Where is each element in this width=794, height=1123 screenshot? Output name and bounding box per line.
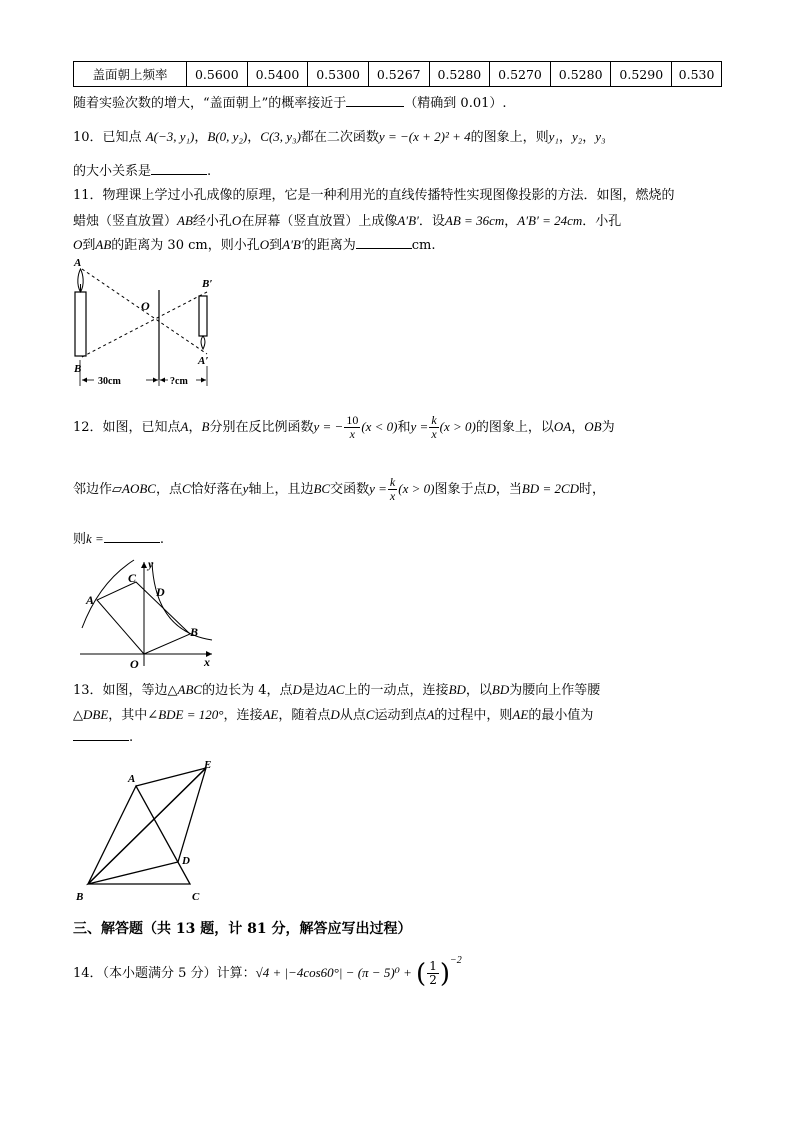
label-D: D (182, 855, 190, 867)
question-13-line3: . (73, 728, 133, 745)
table-cell: 0.5290 (611, 62, 672, 87)
label-B: B (74, 363, 82, 375)
label-A: A (86, 593, 95, 607)
label-y: y (148, 557, 154, 571)
table-cell: 0.5400 (247, 62, 308, 87)
image-candle (199, 296, 207, 336)
question-13-line2: △DBE，其中∠BDE = 120°，连接AE，随着点D从点C运动到点A的过程中，则AE的最小值为 (73, 707, 594, 723)
table-cell: 0.5280 (550, 62, 611, 87)
table-cell: 0.5600 (187, 62, 248, 87)
label-B: B (190, 625, 199, 639)
table-header-cell: 盖面朝上频率 (74, 62, 187, 87)
section-heading: 三、解答题（共 13 题，计 81 分，解答应写出过程） (73, 921, 412, 937)
dimension-30cm: 30cm (98, 376, 121, 387)
curve-right (152, 562, 212, 640)
segment-AE (136, 768, 206, 786)
question-10-line2: 的大小关系是 . (73, 164, 212, 179)
label-B-prime: B′ (202, 278, 213, 290)
answer-blank[interactable] (346, 94, 404, 107)
answer-blank[interactable] (104, 530, 160, 543)
question-11-line3: O到AB的距离为 30 cm，则小孔O到A′B′的距离为 cm. (73, 237, 436, 253)
table-cell: 0.5267 (368, 62, 429, 87)
table-cell: 0.5300 (308, 62, 369, 87)
label-C: C (128, 571, 137, 585)
table-cell: 0.5280 (429, 62, 490, 87)
frequency-table (73, 61, 722, 87)
label-E: E (204, 759, 212, 771)
label-D: D (156, 585, 165, 599)
candle-shape (75, 292, 86, 356)
label-x: x (204, 655, 210, 669)
table-cell: 0.530 (672, 62, 722, 87)
hyperbola-figure (72, 556, 222, 670)
question-12-line3: 则k = . (73, 531, 164, 547)
question-11-line2: 蜡烛（竖直放置）AB经小孔O在屏幕（竖直放置）上成像A′B′．设AB = 36cm，A′B′ = 24cm．小孔 (73, 213, 622, 229)
label-A: A (128, 773, 136, 785)
table-cell: 0.5270 (490, 62, 551, 87)
label-A: A (74, 257, 82, 269)
fraction: $\frac{10}{x}$ (346, 413, 359, 441)
question-12-line2: 邻边作▱AOBC，点C恰好落在y轴上，且边BC交函数y = $\frac{k}{x}$ (x > 0)图象于点D，当BD = 2CD时， (73, 475, 606, 503)
answer-blank[interactable] (73, 728, 129, 741)
question-13: 13．如图，等边△ABC的边长为 4，点D是边AC上的一动点，连接BD，以BD为腰向上作等腰 (73, 682, 601, 698)
label-C: C (192, 891, 200, 903)
label-B: B (76, 891, 84, 903)
fraction: $\frac{k}{x}$ (389, 475, 396, 503)
answer-blank[interactable] (151, 162, 207, 175)
triangle-figure (70, 758, 220, 904)
label-O: O (141, 299, 150, 313)
question-10: 10．已知点 A(−3, y₁)，B(0, y₂)，C(3, y₃)都在二次函数y = −(x + 2)² + 4的图象上，则y₁，y₂，y₃ (73, 129, 606, 145)
label-O: O (130, 657, 139, 670)
question-12: 12．如图，已知点A，B分别在反比例函数y = − $\frac{10}{x}$ (x < 0)和y = $\frac{k}{x}$ (x > 0)的图象上，以OA，OB为 (73, 413, 615, 441)
q9-answer-line: 随着实验次数的增大，“盖面朝上”的概率接近于 （精确到 0.01）. (73, 96, 507, 111)
table-row (74, 62, 722, 87)
label-A-prime: A′ (198, 355, 209, 367)
question-14: 14．（本小题满分 5 分）计算：√4 + |−4cos60°| − (π − 5)⁰ + ( $\frac{1}{2}$ )$^{-2}$ (73, 955, 462, 989)
fraction: $\frac{1}{2}$ (429, 959, 437, 987)
answer-blank[interactable] (356, 236, 412, 249)
dimension-unknown: ?cm (170, 376, 188, 387)
pinhole-figure (68, 254, 228, 394)
fraction: $\frac{k}{x}$ (431, 413, 437, 441)
question-11: 11．物理课上学过小孔成像的原理，它是一种利用光的直线传播特性实现图像投影的方法．如图，燃烧的 (73, 188, 675, 203)
